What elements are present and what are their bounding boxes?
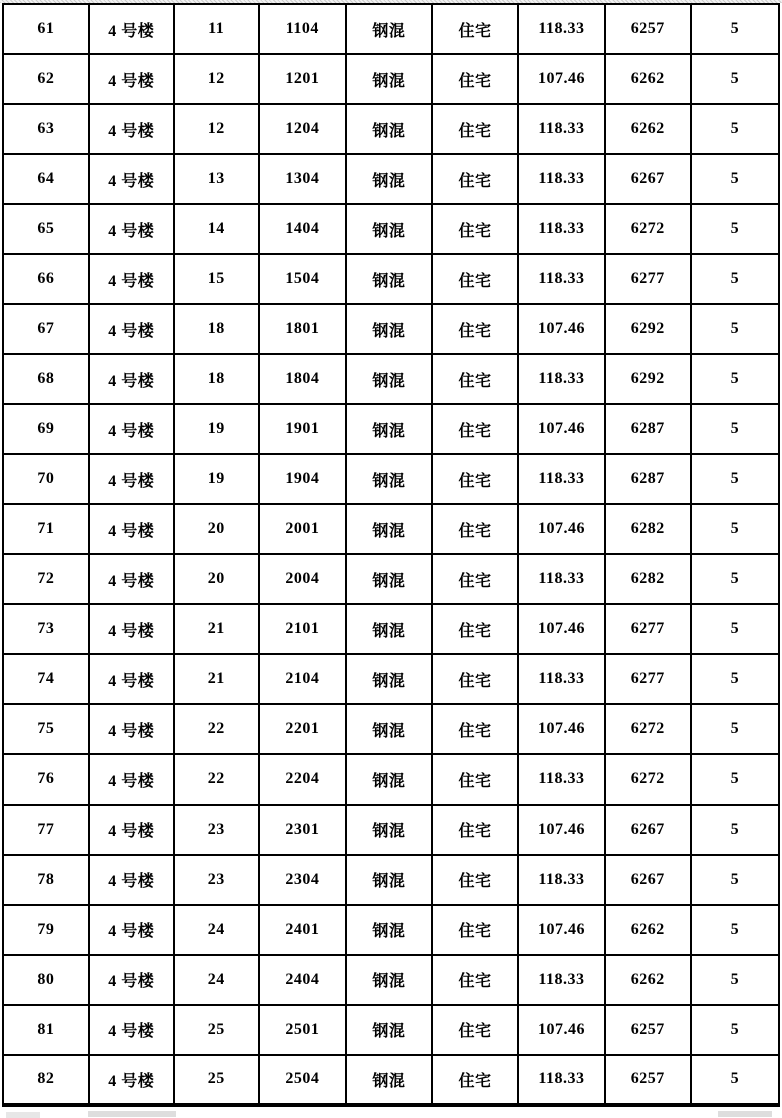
- table-row: [3, 654, 779, 704]
- cell-usage: 住宅: [432, 704, 519, 754]
- cell-price: 6282: [605, 504, 691, 554]
- cell-floor: 21: [174, 654, 259, 704]
- cell-structure: 钢混: [346, 554, 432, 604]
- cell-price: 6262: [605, 104, 691, 154]
- cell-room-no: 2204: [259, 754, 346, 804]
- cell-usage: 住宅: [432, 254, 519, 304]
- cell-structure: 钢混: [346, 104, 432, 154]
- cell-building: 4 号楼: [89, 905, 174, 955]
- cell-area: 118.33: [518, 204, 605, 254]
- scan-artifact-bottom-right: [718, 1111, 772, 1117]
- cell-floor: 13: [174, 154, 259, 204]
- cell-floor: 23: [174, 855, 259, 905]
- cell-room-no: 1104: [259, 4, 346, 54]
- table-row: [3, 254, 779, 304]
- cell-index: 78: [3, 855, 89, 905]
- cell-misc: 5: [691, 104, 779, 154]
- cell-area: 107.46: [518, 1005, 605, 1055]
- cell-misc: 5: [691, 54, 779, 104]
- cell-index: 71: [3, 504, 89, 554]
- table-row: [3, 104, 779, 154]
- cell-room-no: 2501: [259, 1005, 346, 1055]
- cell-room-no: 1504: [259, 254, 346, 304]
- cell-floor: 19: [174, 404, 259, 454]
- unit-price-table: [2, 3, 780, 1107]
- cell-index: 63: [3, 104, 89, 154]
- cell-misc: 5: [691, 4, 779, 54]
- cell-structure: 钢混: [346, 654, 432, 704]
- cell-price: 6272: [605, 754, 691, 804]
- cell-building: 4 号楼: [89, 554, 174, 604]
- cell-usage: 住宅: [432, 554, 519, 604]
- cell-room-no: 2201: [259, 704, 346, 754]
- cell-usage: 住宅: [432, 204, 519, 254]
- cell-area: 118.33: [518, 154, 605, 204]
- cell-price: 6287: [605, 454, 691, 504]
- table-body: [3, 4, 779, 1105]
- cell-structure: 钢混: [346, 955, 432, 1005]
- cell-area: 118.33: [518, 454, 605, 504]
- cell-price: 6262: [605, 905, 691, 955]
- cell-structure: 钢混: [346, 704, 432, 754]
- cell-room-no: 2504: [259, 1055, 346, 1105]
- cell-usage: 住宅: [432, 1005, 519, 1055]
- cell-index: 75: [3, 704, 89, 754]
- cell-floor: 25: [174, 1005, 259, 1055]
- cell-area: 118.33: [518, 354, 605, 404]
- cell-area: 118.33: [518, 254, 605, 304]
- table-row: [3, 1005, 779, 1055]
- table-row: [3, 855, 779, 905]
- cell-index: 77: [3, 805, 89, 855]
- cell-index: 79: [3, 905, 89, 955]
- cell-floor: 24: [174, 955, 259, 1005]
- table-row: [3, 554, 779, 604]
- cell-area: 118.33: [518, 855, 605, 905]
- cell-area: 118.33: [518, 554, 605, 604]
- table-row: [3, 354, 779, 404]
- cell-index: 76: [3, 754, 89, 804]
- table-row: [3, 604, 779, 654]
- cell-structure: 钢混: [346, 754, 432, 804]
- cell-floor: 12: [174, 54, 259, 104]
- cell-room-no: 1404: [259, 204, 346, 254]
- cell-floor: 19: [174, 454, 259, 504]
- cell-room-no: 1201: [259, 54, 346, 104]
- cell-building: 4 号楼: [89, 304, 174, 354]
- cell-usage: 住宅: [432, 354, 519, 404]
- cell-index: 70: [3, 454, 89, 504]
- cell-usage: 住宅: [432, 905, 519, 955]
- cell-room-no: 2004: [259, 554, 346, 604]
- cell-floor: 23: [174, 805, 259, 855]
- cell-area: 118.33: [518, 955, 605, 1005]
- cell-misc: 5: [691, 404, 779, 454]
- cell-price: 6287: [605, 404, 691, 454]
- cell-misc: 5: [691, 554, 779, 604]
- cell-index: 81: [3, 1005, 89, 1055]
- cell-usage: 住宅: [432, 955, 519, 1005]
- cell-price: 6277: [605, 604, 691, 654]
- cell-misc: 5: [691, 955, 779, 1005]
- cell-misc: 5: [691, 454, 779, 504]
- table-row: [3, 454, 779, 504]
- cell-structure: 钢混: [346, 254, 432, 304]
- cell-floor: 18: [174, 304, 259, 354]
- cell-price: 6282: [605, 554, 691, 604]
- cell-misc: 5: [691, 1005, 779, 1055]
- cell-floor: 22: [174, 754, 259, 804]
- cell-structure: 钢混: [346, 54, 432, 104]
- cell-usage: 住宅: [432, 604, 519, 654]
- cell-misc: 5: [691, 654, 779, 704]
- table-row: [3, 905, 779, 955]
- cell-floor: 25: [174, 1055, 259, 1105]
- cell-price: 6267: [605, 805, 691, 855]
- cell-usage: 住宅: [432, 754, 519, 804]
- cell-building: 4 号楼: [89, 855, 174, 905]
- cell-price: 6257: [605, 4, 691, 54]
- cell-building: 4 号楼: [89, 504, 174, 554]
- cell-usage: 住宅: [432, 504, 519, 554]
- cell-area: 107.46: [518, 905, 605, 955]
- cell-price: 6277: [605, 654, 691, 704]
- cell-room-no: 2401: [259, 905, 346, 955]
- table-row: [3, 204, 779, 254]
- cell-misc: 5: [691, 704, 779, 754]
- cell-room-no: 1204: [259, 104, 346, 154]
- cell-misc: 5: [691, 754, 779, 804]
- cell-price: 6272: [605, 204, 691, 254]
- cell-misc: 5: [691, 204, 779, 254]
- cell-building: 4 号楼: [89, 604, 174, 654]
- cell-structure: 钢混: [346, 154, 432, 204]
- cell-structure: 钢混: [346, 805, 432, 855]
- cell-area: 118.33: [518, 1055, 605, 1105]
- cell-floor: 22: [174, 704, 259, 754]
- cell-room-no: 2101: [259, 604, 346, 654]
- cell-structure: 钢混: [346, 454, 432, 504]
- table-row: [3, 1055, 779, 1105]
- cell-misc: 5: [691, 254, 779, 304]
- cell-building: 4 号楼: [89, 955, 174, 1005]
- table-row: [3, 54, 779, 104]
- cell-price: 6267: [605, 154, 691, 204]
- cell-index: 66: [3, 254, 89, 304]
- cell-usage: 住宅: [432, 454, 519, 504]
- cell-area: 107.46: [518, 304, 605, 354]
- cell-structure: 钢混: [346, 204, 432, 254]
- cell-index: 72: [3, 554, 89, 604]
- cell-building: 4 号楼: [89, 54, 174, 104]
- table-row: [3, 404, 779, 454]
- cell-room-no: 2001: [259, 504, 346, 554]
- cell-building: 4 号楼: [89, 204, 174, 254]
- cell-room-no: 2104: [259, 654, 346, 704]
- cell-structure: 钢混: [346, 855, 432, 905]
- cell-building: 4 号楼: [89, 704, 174, 754]
- cell-floor: 24: [174, 905, 259, 955]
- cell-usage: 住宅: [432, 54, 519, 104]
- cell-area: 107.46: [518, 604, 605, 654]
- cell-price: 6292: [605, 354, 691, 404]
- cell-room-no: 1801: [259, 304, 346, 354]
- table-row: [3, 4, 779, 54]
- cell-room-no: 2304: [259, 855, 346, 905]
- cell-area: 118.33: [518, 104, 605, 154]
- cell-building: 4 号楼: [89, 404, 174, 454]
- cell-misc: 5: [691, 504, 779, 554]
- cell-floor: 12: [174, 104, 259, 154]
- cell-index: 61: [3, 4, 89, 54]
- cell-price: 6262: [605, 54, 691, 104]
- cell-usage: 住宅: [432, 855, 519, 905]
- cell-price: 6267: [605, 855, 691, 905]
- table-row: [3, 955, 779, 1005]
- scan-artifact-bottom-left: [88, 1111, 176, 1117]
- cell-building: 4 号楼: [89, 1055, 174, 1105]
- cell-area: 118.33: [518, 654, 605, 704]
- cell-index: 67: [3, 304, 89, 354]
- cell-index: 64: [3, 154, 89, 204]
- cell-room-no: 2301: [259, 805, 346, 855]
- cell-floor: 15: [174, 254, 259, 304]
- cell-structure: 钢混: [346, 404, 432, 454]
- cell-area: 107.46: [518, 805, 605, 855]
- cell-building: 4 号楼: [89, 454, 174, 504]
- cell-building: 4 号楼: [89, 104, 174, 154]
- cell-room-no: 1804: [259, 354, 346, 404]
- cell-usage: 住宅: [432, 805, 519, 855]
- cell-usage: 住宅: [432, 1055, 519, 1105]
- cell-room-no: 1904: [259, 454, 346, 504]
- cell-building: 4 号楼: [89, 154, 174, 204]
- cell-index: 73: [3, 604, 89, 654]
- cell-structure: 钢混: [346, 905, 432, 955]
- cell-floor: 20: [174, 504, 259, 554]
- cell-price: 6277: [605, 254, 691, 304]
- cell-misc: 5: [691, 354, 779, 404]
- cell-usage: 住宅: [432, 304, 519, 354]
- cell-misc: 5: [691, 604, 779, 654]
- cell-floor: 20: [174, 554, 259, 604]
- cell-floor: 18: [174, 354, 259, 404]
- cell-building: 4 号楼: [89, 1005, 174, 1055]
- cell-index: 74: [3, 654, 89, 704]
- cell-price: 6262: [605, 955, 691, 1005]
- table-row: [3, 504, 779, 554]
- cell-price: 6257: [605, 1005, 691, 1055]
- scan-artifact-bottom-far-left: [6, 1112, 40, 1118]
- cell-building: 4 号楼: [89, 654, 174, 704]
- table-row: [3, 805, 779, 855]
- cell-misc: 5: [691, 1055, 779, 1105]
- table-row: [3, 704, 779, 754]
- cell-building: 4 号楼: [89, 805, 174, 855]
- cell-misc: 5: [691, 855, 779, 905]
- table-row: [3, 154, 779, 204]
- cell-building: 4 号楼: [89, 354, 174, 404]
- cell-area: 118.33: [518, 4, 605, 54]
- cell-usage: 住宅: [432, 404, 519, 454]
- cell-floor: 14: [174, 204, 259, 254]
- cell-misc: 5: [691, 805, 779, 855]
- cell-index: 80: [3, 955, 89, 1005]
- cell-misc: 5: [691, 304, 779, 354]
- cell-price: 6257: [605, 1055, 691, 1105]
- cell-structure: 钢混: [346, 504, 432, 554]
- cell-structure: 钢混: [346, 604, 432, 654]
- cell-misc: 5: [691, 905, 779, 955]
- cell-misc: 5: [691, 154, 779, 204]
- cell-index: 62: [3, 54, 89, 104]
- cell-area: 107.46: [518, 54, 605, 104]
- cell-structure: 钢混: [346, 304, 432, 354]
- cell-area: 107.46: [518, 504, 605, 554]
- cell-area: 107.46: [518, 704, 605, 754]
- cell-room-no: 1304: [259, 154, 346, 204]
- cell-building: 4 号楼: [89, 254, 174, 304]
- cell-room-no: 2404: [259, 955, 346, 1005]
- cell-structure: 钢混: [346, 4, 432, 54]
- cell-index: 82: [3, 1055, 89, 1105]
- cell-area: 118.33: [518, 754, 605, 804]
- cell-index: 65: [3, 204, 89, 254]
- cell-usage: 住宅: [432, 104, 519, 154]
- cell-index: 68: [3, 354, 89, 404]
- cell-room-no: 1901: [259, 404, 346, 454]
- cell-usage: 住宅: [432, 654, 519, 704]
- table-row: [3, 304, 779, 354]
- cell-price: 6272: [605, 704, 691, 754]
- cell-floor: 21: [174, 604, 259, 654]
- cell-usage: 住宅: [432, 4, 519, 54]
- cell-structure: 钢混: [346, 1055, 432, 1105]
- cell-building: 4 号楼: [89, 754, 174, 804]
- cell-price: 6292: [605, 304, 691, 354]
- cell-building: 4 号楼: [89, 4, 174, 54]
- cell-structure: 钢混: [346, 1005, 432, 1055]
- cell-floor: 11: [174, 4, 259, 54]
- cell-structure: 钢混: [346, 354, 432, 404]
- cell-usage: 住宅: [432, 154, 519, 204]
- table-row: [3, 754, 779, 804]
- cell-area: 107.46: [518, 404, 605, 454]
- cell-index: 69: [3, 404, 89, 454]
